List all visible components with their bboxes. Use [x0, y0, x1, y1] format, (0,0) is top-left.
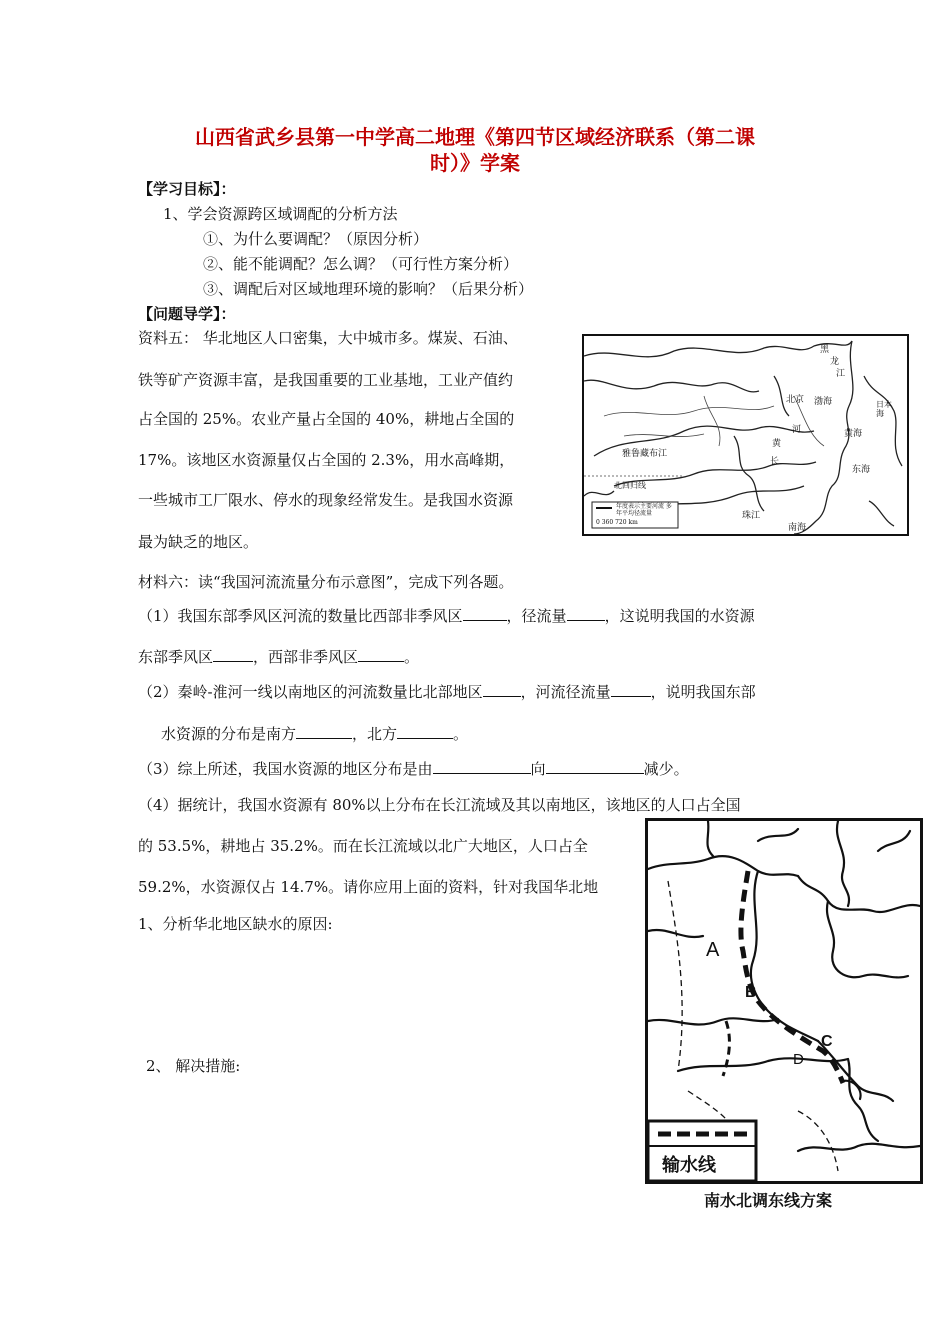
answer-blank[interactable]: [397, 724, 453, 739]
question-1-line2: [138, 647, 419, 667]
map2-point-a: A: [706, 939, 720, 961]
map1-label: 黑: [820, 345, 830, 355]
map1-label: 东海: [852, 465, 871, 475]
guide-para-line: 最为缺乏的地区。: [138, 533, 259, 551]
answer-blank[interactable]: [296, 724, 352, 739]
question-text: 减少。: [643, 760, 689, 778]
map1-label: 河: [792, 425, 802, 435]
guide-heading: 【问题导学】：: [138, 305, 236, 323]
guide-para-line: 铁等矿产资源丰富，是我国重要的工业基地，工业产值约: [138, 371, 514, 389]
task-1: 1、分析华北地区缺水的原因:: [138, 915, 333, 933]
guide-para-line: 17%。该地区水资源量仅占全国的 2.3%，用水高峰期，: [138, 451, 515, 469]
question-text: （3）综上所述，我国水资源的地区分布是由: [138, 760, 433, 778]
goals-sub-3: ③、调配后对区域地理环境的影响？（后果分析）: [203, 280, 534, 298]
question-2-line2: [161, 724, 468, 744]
china-river-map: [582, 334, 909, 536]
water-diversion-map: [645, 818, 923, 1184]
map1-label: 龙: [830, 357, 840, 367]
answer-blank[interactable]: [611, 682, 651, 697]
guide-para-line: 一些城市工厂限水、停水的现象经常发生。是我国水资源: [138, 491, 514, 509]
answer-blank[interactable]: [463, 606, 507, 621]
answer-blank[interactable]: [567, 606, 605, 621]
question-text: （1）我国东部季风区河流的数量比西部非季风区: [138, 607, 463, 625]
map1-label: 北京: [786, 395, 805, 405]
question-2-line1: [138, 682, 756, 702]
question-4-line3: 59.2%，水资源仅占 14.7%。请你应用上面的资料，针对我国华北地: [138, 878, 599, 896]
answer-blank[interactable]: [433, 759, 531, 774]
answer-blank[interactable]: [358, 647, 404, 662]
map2-point-b: B: [745, 984, 757, 1001]
question-text: 水资源的分布是南方: [161, 725, 297, 743]
map1-label: 珠江: [742, 511, 761, 521]
question-text: ，说明我国东部: [650, 683, 756, 701]
map1-label: 日本海: [876, 400, 892, 418]
doc-title-line1: 山西省武乡县第一中学高二地理《第四节区域经济联系（第二课: [195, 125, 755, 149]
map1-label: 江: [836, 369, 846, 379]
question-text: 。: [404, 648, 420, 666]
map1-label: 长: [770, 457, 780, 467]
answer-blank[interactable]: [213, 647, 253, 662]
guide-para-line: 资料五： 华北地区人口密集，大中城市多。煤炭、石油、: [138, 329, 518, 347]
map1-scale: 0 360 720 km: [596, 519, 638, 526]
map2-point-d: D: [793, 1051, 804, 1068]
map2-caption: 南水北调东线方案: [704, 1191, 833, 1210]
answer-blank[interactable]: [483, 682, 521, 697]
map1-label: 黄: [772, 439, 782, 449]
map1-label: 北回归线: [614, 481, 646, 490]
doc-title-line2: 时）》学案: [430, 151, 520, 175]
question-3: [138, 759, 689, 779]
question-text: ，这说明我国的水资源: [604, 607, 755, 625]
task-2: 2、 解决措施:: [146, 1057, 241, 1075]
question-text: ，河流径流量: [520, 683, 611, 701]
question-text: 。: [453, 725, 469, 743]
question-text: ，径流量: [506, 607, 567, 625]
map2-point-c: C: [821, 1033, 833, 1050]
question-4-line2: 的 53.5%，耕地占 35.2%。而在长江流域以北广大地区，人口占全: [138, 837, 588, 855]
question-text: 东部季风区: [138, 648, 214, 666]
question-text: （2）秦岭-淮河一线以南地区的河流数量比北部地区: [138, 683, 483, 701]
map1-label: 渤海: [814, 397, 833, 407]
map1-label: 雅鲁藏布江: [622, 449, 668, 459]
map2-legend-label: 输水线: [662, 1155, 716, 1176]
question-text: ，西部非季风区: [253, 648, 359, 666]
map1-label: 南海: [788, 523, 807, 533]
goals-heading: 【学习目标】：: [138, 180, 236, 198]
water-diversion-map-drawing: [648, 821, 920, 1181]
question-text: ，北方: [352, 725, 398, 743]
goals-sub-2: ②、能不能调配？怎么调？（可行性方案分析）: [203, 255, 519, 273]
guide-para-line: 占全国的 25%。农业产量占全国的 40%，耕地占全国的: [138, 410, 515, 428]
question-1-line1: [138, 606, 755, 626]
answer-blank[interactable]: [546, 759, 644, 774]
question-4-line1: （4）据统计，我国水资源有 80%以上分布在长江流域及其以南地区，该地区的人口占全国: [138, 796, 741, 814]
map1-label: 黄海: [844, 429, 863, 439]
question-text: 向: [530, 760, 546, 778]
goals-item-1: 1、学会资源跨区域调配的分析方法: [163, 205, 398, 223]
material6-intro: 材料六：读“我国河流流量分布示意图”，完成下列各题。: [138, 573, 514, 591]
map1-legend: 年度表示主要河流 多年平均径流量: [616, 503, 672, 517]
goals-sub-1: ①、为什么要调配？（原因分析）: [203, 230, 429, 248]
